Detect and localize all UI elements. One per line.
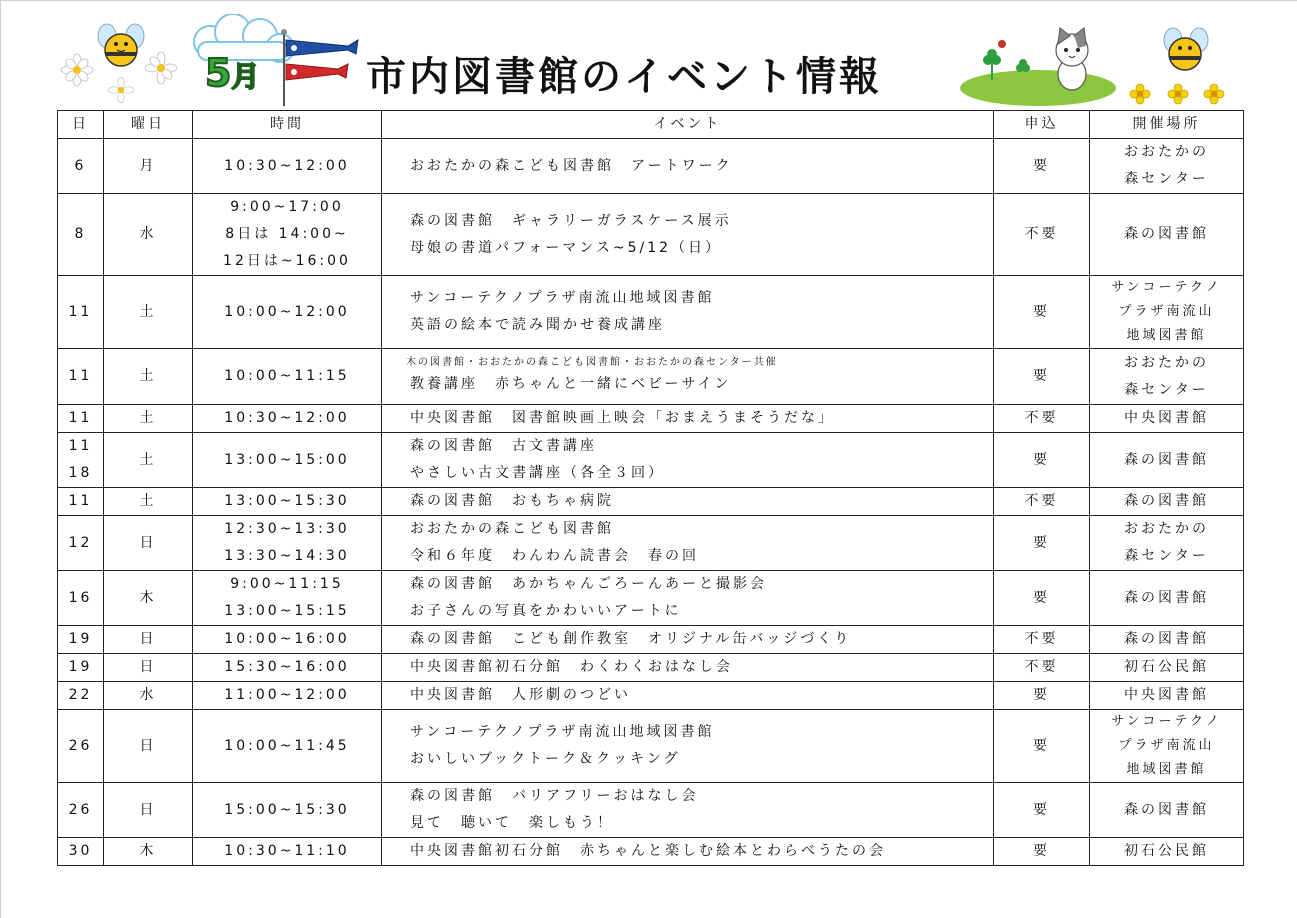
- weekday-cell: 木: [104, 571, 193, 626]
- events-table: [57, 110, 1244, 866]
- venue-cell: 初石公民館: [1090, 654, 1244, 682]
- time-cell: 12:30~13:30 13:30~14:30: [193, 516, 382, 571]
- bee-icon: [98, 24, 144, 66]
- day-cell: 11 18: [58, 433, 104, 488]
- time-cell: 10:00~11:15: [193, 349, 382, 405]
- blue-carp-icon: [286, 40, 358, 56]
- event-cell: おおたかの森こども図書館 アートワーク: [382, 139, 994, 194]
- venue-cell: 森の図書館: [1090, 783, 1244, 838]
- day-cell: 26: [58, 710, 104, 783]
- column-header-venue: 開催場所: [1090, 111, 1244, 139]
- table-row: [58, 571, 1244, 626]
- venue-cell: 中央図書館: [1090, 405, 1244, 433]
- weekday-cell: 月: [104, 139, 193, 194]
- apply-cell: 不要: [994, 626, 1090, 654]
- event-cell: 中央図書館初石分館 赤ちゃんと楽しむ絵本とわらべうたの会: [382, 838, 994, 866]
- venue-cell: サンコーテクノ プラザ南流山 地域図書館: [1090, 276, 1244, 349]
- time-cell: 10:00~11:45: [193, 710, 382, 783]
- event-cell: サンコーテクノプラザ南流山地域図書館 英語の絵本で読み聞かせ養成講座: [382, 276, 994, 349]
- daisy-icon: [108, 77, 134, 103]
- apply-cell: 要: [994, 571, 1090, 626]
- apply-cell: 要: [994, 783, 1090, 838]
- red-carp-icon: [286, 64, 348, 80]
- table-header-row: [58, 111, 1244, 139]
- column-header-event: イベント: [382, 111, 994, 139]
- bee-icon: [1164, 28, 1208, 70]
- apply-cell: 要: [994, 710, 1090, 783]
- apply-cell: 要: [994, 349, 1090, 405]
- apply-cell: 要: [994, 276, 1090, 349]
- table-row: [58, 433, 1244, 488]
- cat-and-bee-illustration: [960, 20, 1245, 110]
- event-cell: 中央図書館 図書館映画上映会「おまえうまそうだな」: [382, 405, 994, 433]
- day-cell: 11: [58, 405, 104, 433]
- table-row: [58, 276, 1244, 349]
- month-label: [205, 42, 259, 108]
- venue-cell: おおたかの 森センター: [1090, 139, 1244, 194]
- apply-cell: 要: [994, 516, 1090, 571]
- time-cell: 15:00~15:30: [193, 783, 382, 838]
- venue-cell: 森の図書館: [1090, 488, 1244, 516]
- time-cell: 9:00~11:15 13:00~15:15: [193, 571, 382, 626]
- time-cell: 10:30~11:10: [193, 838, 382, 866]
- weekday-cell: 日: [104, 654, 193, 682]
- table-row: [58, 194, 1244, 276]
- day-cell: 6: [58, 139, 104, 194]
- day-cell: 11: [58, 349, 104, 405]
- event-cell: 森の図書館 こども創作教室 オリジナル缶バッジづくり: [382, 626, 994, 654]
- day-cell: 30: [58, 838, 104, 866]
- grass-icon: [960, 70, 1116, 106]
- event-cell: 森の図書館 バリアフリーおはなし会 見て 聴いて 楽しもう！: [382, 783, 994, 838]
- weekday-cell: 日: [104, 783, 193, 838]
- apply-cell: 要: [994, 682, 1090, 710]
- column-header-day: 日: [58, 111, 104, 139]
- weekday-cell: 水: [104, 682, 193, 710]
- event-cell: 森の図書館 あかちゃんごろーんあーと撮影会 お子さんの写真をかわいいアートに: [382, 571, 994, 626]
- venue-cell: 初石公民館: [1090, 838, 1244, 866]
- apply-cell: 要: [994, 838, 1090, 866]
- event-cell: 中央図書館 人形劇のつどい: [382, 682, 994, 710]
- weekday-cell: 日: [104, 516, 193, 571]
- page-title: 市内図書館のイベント情報: [366, 54, 882, 100]
- weekday-cell: 土: [104, 349, 193, 405]
- table-row: [58, 405, 1244, 433]
- time-cell: 10:00~16:00: [193, 626, 382, 654]
- event-cell: おおたかの森こども図書館 令和６年度 わんわん読書会 春の回: [382, 516, 994, 571]
- venue-cell: おおたかの 森センター: [1090, 349, 1244, 405]
- day-cell: 12: [58, 516, 104, 571]
- venue-cell: おおたかの 森センター: [1090, 516, 1244, 571]
- table-row: [58, 488, 1244, 516]
- cat-icon: [1056, 28, 1088, 90]
- apply-cell: 不要: [994, 405, 1090, 433]
- time-cell: 13:00~15:30: [193, 488, 382, 516]
- weekday-cell: 土: [104, 433, 193, 488]
- column-header-apply: 申込: [994, 111, 1090, 139]
- table-row: [58, 654, 1244, 682]
- time-cell: 11:00~12:00: [193, 682, 382, 710]
- apply-cell: 要: [994, 433, 1090, 488]
- venue-cell: 中央図書館: [1090, 682, 1244, 710]
- weekday-cell: 日: [104, 626, 193, 654]
- apply-cell: 不要: [994, 194, 1090, 276]
- day-cell: 11: [58, 488, 104, 516]
- event-cell: サンコーテクノプラザ南流山地域図書館 おいしいブックトーク＆クッキング: [382, 710, 994, 783]
- day-cell: 8: [58, 194, 104, 276]
- day-cell: 11: [58, 276, 104, 349]
- table-row: [58, 682, 1244, 710]
- venue-cell: 森の図書館: [1090, 433, 1244, 488]
- events-table-body: [58, 139, 1244, 866]
- event-cell: 木の図書館・おおたかの森こども図書館・おおたかの森センター共催 教養講座 赤ちゃんと一緒にベビーサイン: [382, 349, 994, 405]
- event-cell: 森の図書館 ギャラリーガラスケース展示 母娘の書道パフォーマンス~5/12（日）: [382, 194, 994, 276]
- table-row: [58, 783, 1244, 838]
- day-cell: 22: [58, 682, 104, 710]
- event-cell: 中央図書館初石分館 わくわくおはなし会: [382, 654, 994, 682]
- apply-cell: 不要: [994, 488, 1090, 516]
- apply-cell: 要: [994, 139, 1090, 194]
- weekday-cell: 水: [104, 194, 193, 276]
- column-header-weekday: 曜日: [104, 111, 193, 139]
- table-row: [58, 139, 1244, 194]
- venue-cell: 森の図書館: [1090, 626, 1244, 654]
- table-row: [58, 626, 1244, 654]
- column-header-time: 時間: [193, 111, 382, 139]
- venue-cell: 森の図書館: [1090, 194, 1244, 276]
- time-cell: 15:30~16:00: [193, 654, 382, 682]
- weekday-cell: 木: [104, 838, 193, 866]
- daisy-icon: [61, 54, 93, 86]
- day-cell: 16: [58, 571, 104, 626]
- venue-cell: サンコーテクノ プラザ南流山 地域図書館: [1090, 710, 1244, 783]
- table-row: [58, 349, 1244, 405]
- weekday-cell: 土: [104, 405, 193, 433]
- apply-cell: 不要: [994, 654, 1090, 682]
- table-row: [58, 516, 1244, 571]
- table-row: [58, 838, 1244, 866]
- time-cell: 13:00~15:00: [193, 433, 382, 488]
- yellow-flowers-icon: [1130, 84, 1224, 104]
- time-cell: 9:00~17:00 8日は 14:00~ 12日は~16:00: [193, 194, 382, 276]
- weekday-cell: 日: [104, 710, 193, 783]
- time-cell: 10:00~12:00: [193, 276, 382, 349]
- time-cell: 10:30~12:00: [193, 405, 382, 433]
- weekday-cell: 土: [104, 488, 193, 516]
- day-cell: 26: [58, 783, 104, 838]
- event-note: 木の図書館・おおたかの森こども図書館・おおたかの森センター共催: [406, 357, 778, 368]
- month-suffix: 月: [231, 60, 260, 93]
- month-number: 5: [205, 51, 232, 95]
- day-cell: 19: [58, 626, 104, 654]
- venue-cell: 森の図書館: [1090, 571, 1244, 626]
- day-cell: 19: [58, 654, 104, 682]
- table-row: [58, 710, 1244, 783]
- event-cell: 森の図書館 古文書講座 やさしい古文書講座（各全３回）: [382, 433, 994, 488]
- time-cell: 10:30~12:00: [193, 139, 382, 194]
- bee-and-daisies-illustration: [55, 18, 185, 108]
- weekday-cell: 土: [104, 276, 193, 349]
- daisy-icon: [145, 52, 177, 84]
- event-cell: 森の図書館 おもちゃ病院: [382, 488, 994, 516]
